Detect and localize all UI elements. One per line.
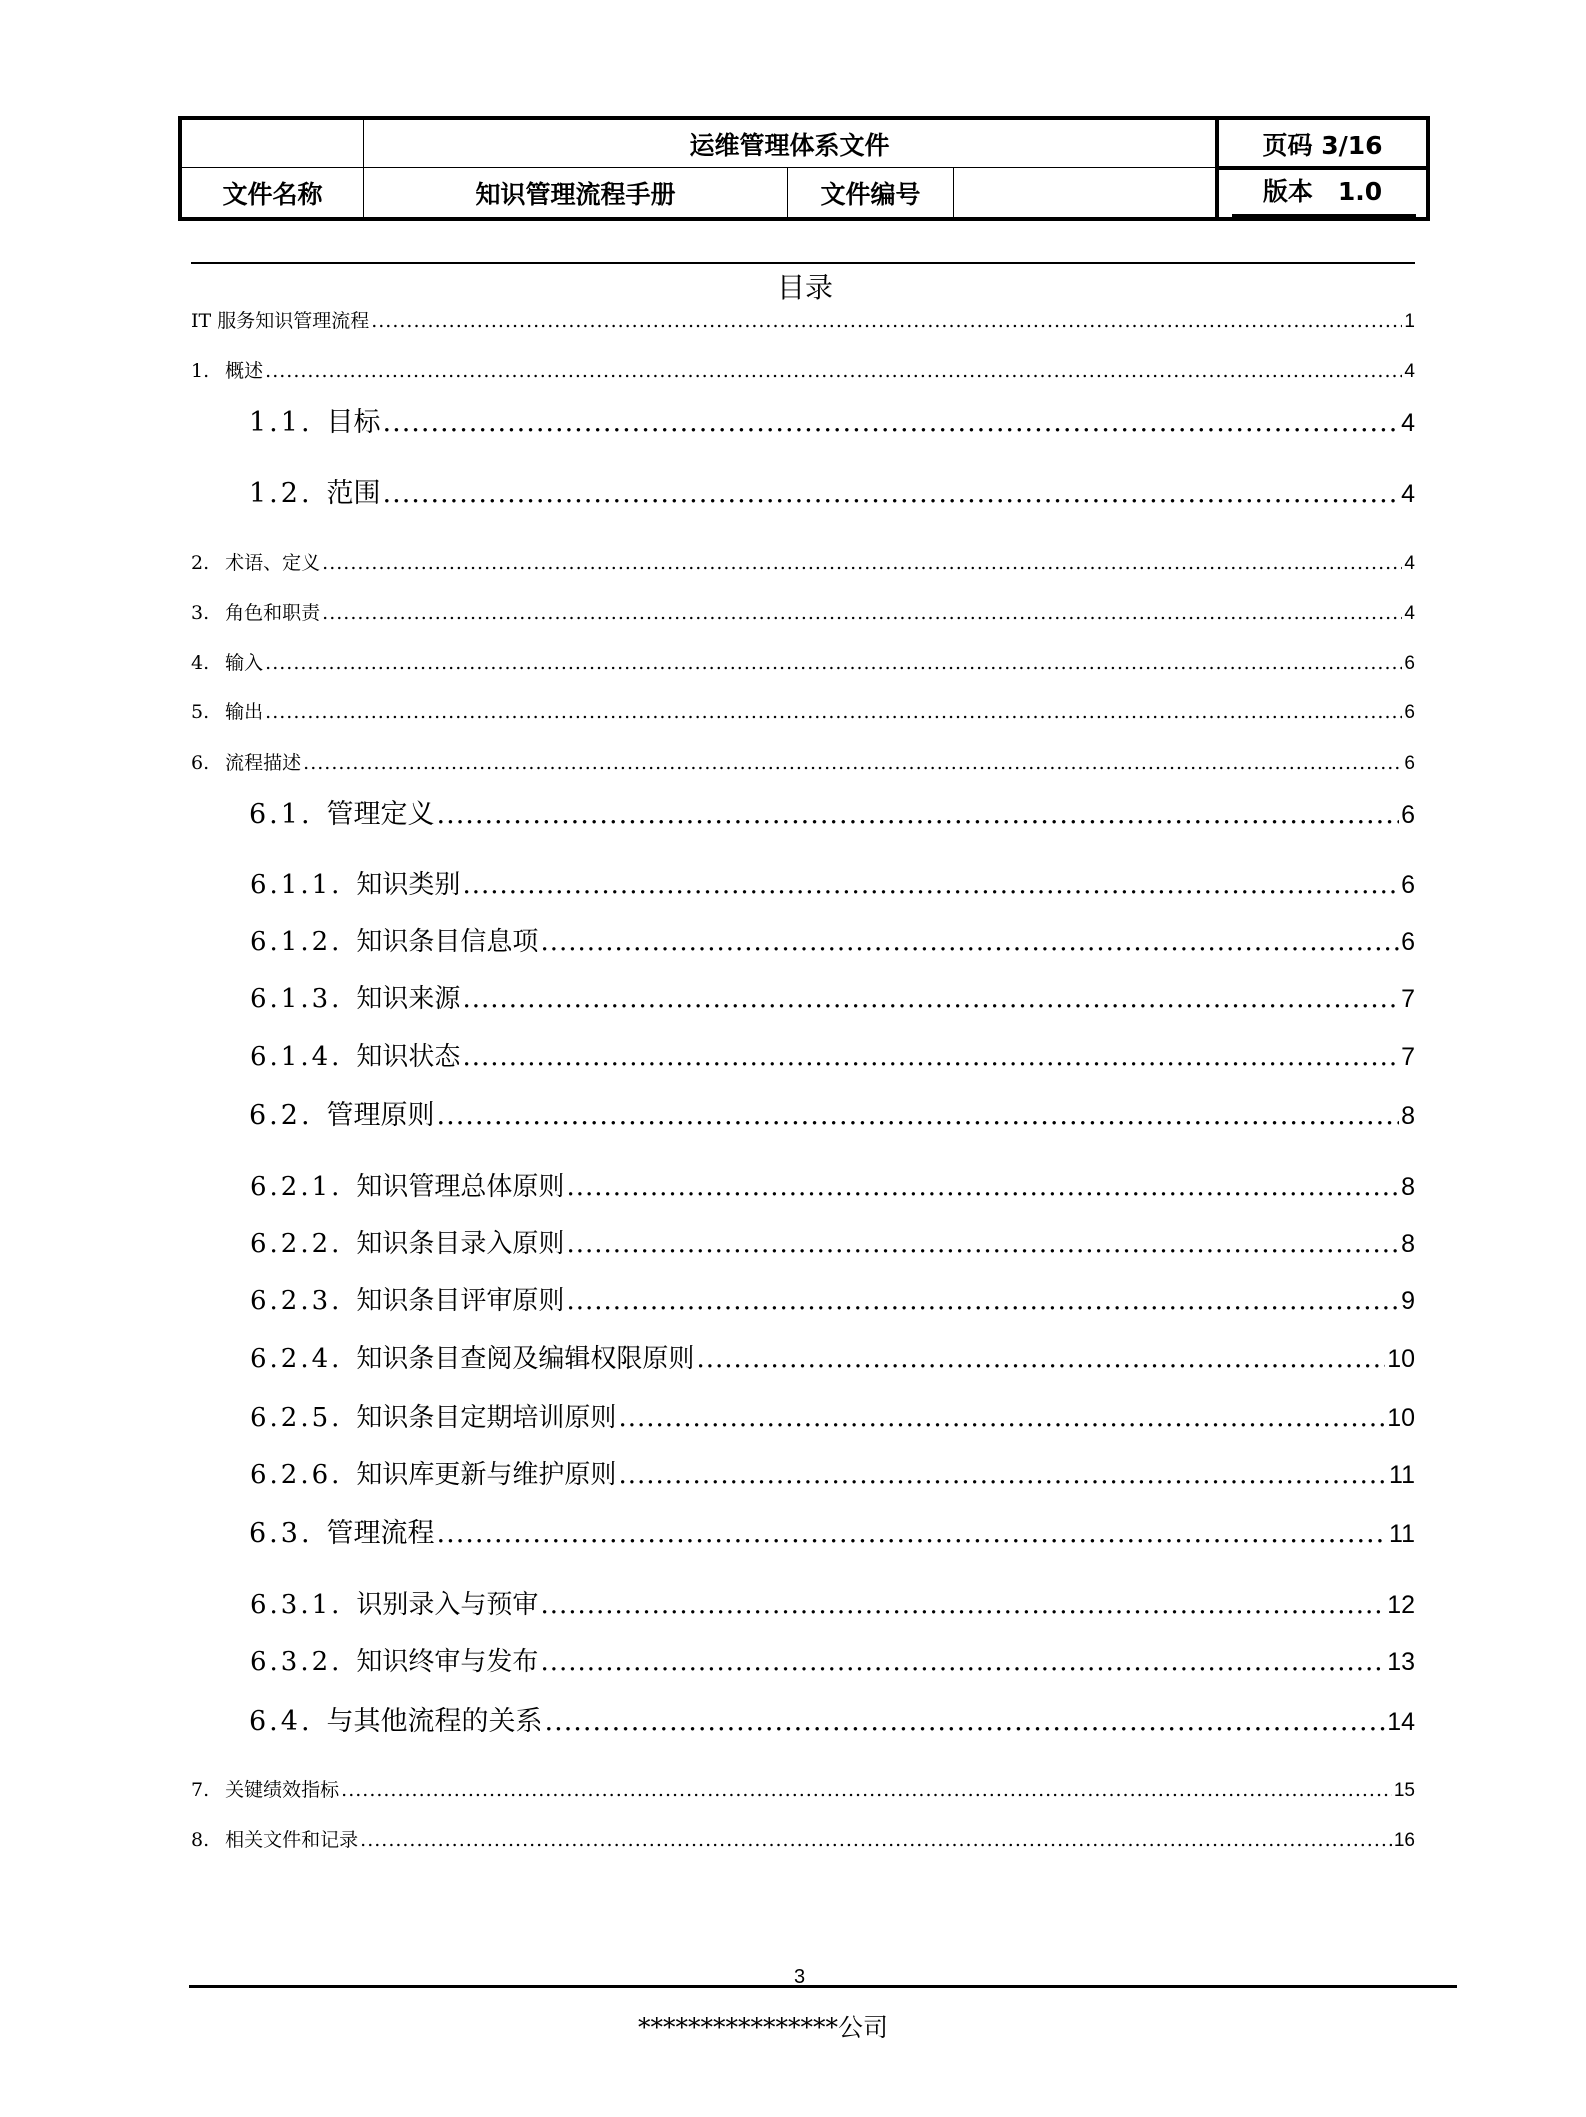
toc-entry-page: 10 xyxy=(1387,1345,1415,1373)
toc-entry-page: 4 xyxy=(1404,603,1415,624)
page-number: 3 xyxy=(794,1966,806,1988)
toc-entry-page: 12 xyxy=(1387,1591,1415,1619)
toc-entry[interactable] xyxy=(250,1280,1415,1317)
toc-entry-number: 6.3.2. xyxy=(250,1647,343,1677)
file-name-label: 文件名称 xyxy=(222,180,323,209)
toc-entry-number: 6.1.2. xyxy=(250,927,343,957)
toc-entry[interactable] xyxy=(249,471,1415,510)
toc-entry-page: 14 xyxy=(1387,1708,1415,1736)
toc-leader-dots xyxy=(540,1590,1385,1620)
toc-leader-dots xyxy=(545,1706,1386,1737)
document-header-table xyxy=(178,116,1430,221)
toc-entry-page: 8 xyxy=(1401,1102,1415,1130)
toc-leader-dots xyxy=(360,1829,1392,1851)
toc-entry-title: 知识条目查阅及编辑权限原则 xyxy=(356,1344,695,1374)
toc-leader-dots xyxy=(437,799,1400,830)
toc-entry-title: 知识条目信息项 xyxy=(356,927,539,957)
toc-entry-number: 8. xyxy=(191,1829,210,1851)
toc-entry[interactable] xyxy=(250,978,1415,1015)
toc-entry-title: 管理定义 xyxy=(326,799,435,830)
toc-leader-dots xyxy=(265,701,1402,723)
toc-leader-dots xyxy=(462,1042,1399,1072)
toc-leader-dots xyxy=(566,1286,1399,1316)
toc-entry-page: 11 xyxy=(1389,1520,1415,1548)
toc-entry[interactable] xyxy=(249,792,1415,831)
header-rule xyxy=(191,262,1415,264)
toc-entry[interactable] xyxy=(250,1584,1415,1621)
toc-entry-title: 知识类别 xyxy=(356,870,461,900)
toc-entry-page: 8 xyxy=(1401,1173,1415,1201)
toc-entry-title: 知识条目定期培训原则 xyxy=(356,1403,617,1433)
toc-entry-number: 1.2. xyxy=(249,478,313,509)
toc-entry-title: 知识终审与发布 xyxy=(356,1647,539,1677)
toc-entry-number: 2. xyxy=(191,552,210,574)
toc-entry-title: 输入 xyxy=(225,652,264,674)
toc-entry[interactable] xyxy=(250,864,1415,901)
toc-entry[interactable] xyxy=(191,748,1415,775)
toc-entry[interactable] xyxy=(250,1641,1415,1678)
toc-entry-number: 6. xyxy=(191,752,210,774)
toc-entry[interactable] xyxy=(249,1093,1415,1132)
toc-entry-title: 知识条目录入原则 xyxy=(356,1229,565,1259)
toc-entry-title: 概述 xyxy=(225,360,264,382)
toc-entry[interactable] xyxy=(250,1454,1415,1491)
toc-entry-title: 知识库更新与维护原则 xyxy=(356,1460,617,1490)
toc-entry-page: 8 xyxy=(1401,1230,1415,1258)
toc-title: 目录 xyxy=(776,271,833,304)
toc-entry[interactable] xyxy=(249,400,1415,439)
toc-entry-page: 4 xyxy=(1401,409,1415,437)
toc-entry-number: 3. xyxy=(191,602,210,624)
toc-entry[interactable] xyxy=(191,1825,1415,1852)
toc-entry-title: 流程描述 xyxy=(225,752,302,774)
toc-entry-number: 4. xyxy=(191,652,210,674)
toc-leader-dots xyxy=(618,1403,1385,1433)
toc-entry[interactable] xyxy=(249,1511,1415,1550)
toc-entry-number: 6.4. xyxy=(249,1706,313,1737)
toc-entry[interactable] xyxy=(191,306,1415,333)
toc-entry-title: 知识条目评审原则 xyxy=(356,1286,565,1316)
toc-entry-number: 6.2.6. xyxy=(250,1460,343,1490)
file-number-label: 文件编号 xyxy=(820,180,921,209)
toc-entry-title: 角色和职责 xyxy=(225,602,321,624)
toc-entry-number: 6.2.5. xyxy=(250,1403,343,1433)
toc-entry[interactable] xyxy=(250,1223,1415,1260)
toc-entry-number: 1.1. xyxy=(249,407,313,438)
toc-entry-page: 6 xyxy=(1404,753,1415,774)
toc-leader-dots xyxy=(383,407,1400,438)
toc-leader-dots xyxy=(265,360,1402,382)
toc-entry-number: 6.1.1. xyxy=(250,870,343,900)
file-name-value: 知识管理流程手册 xyxy=(475,180,676,209)
toc-leader-dots xyxy=(303,752,1402,774)
toc-entry-title: IT 服务知识管理流程 xyxy=(191,310,370,332)
toc-entry-page: 9 xyxy=(1401,1287,1415,1315)
page-indicator: 页码 3/16 xyxy=(1262,130,1383,160)
toc-entry[interactable] xyxy=(249,1699,1415,1738)
toc-entry-title: 与其他流程的关系 xyxy=(326,1706,543,1737)
toc-entry-number: 6.3. xyxy=(249,1518,313,1549)
system-title: 运维管理体系文件 xyxy=(689,130,890,160)
toc-entry-page: 7 xyxy=(1401,1043,1415,1071)
toc-entry-number: 6.2.3. xyxy=(250,1286,343,1316)
toc-entry-title: 相关文件和记录 xyxy=(225,1829,359,1851)
toc-entry-number: 7. xyxy=(191,1779,210,1801)
toc-entry[interactable] xyxy=(250,921,1415,958)
toc-leader-dots xyxy=(383,478,1400,509)
toc-entry-page: 16 xyxy=(1393,1830,1415,1851)
toc-entry-number: 6.1.3. xyxy=(250,984,343,1014)
toc-leader-dots xyxy=(437,1100,1400,1131)
toc-leader-dots xyxy=(341,1779,1392,1801)
toc-leader-dots xyxy=(566,1172,1399,1202)
toc-entry-number: 6.2.2. xyxy=(250,1229,343,1259)
toc-entry[interactable] xyxy=(250,1166,1415,1203)
toc-entry-number: 6.2.4. xyxy=(250,1344,343,1374)
toc-entry-number: 6.3.1. xyxy=(250,1590,343,1620)
file-number-value xyxy=(954,168,1215,218)
toc-leader-dots xyxy=(322,552,1402,574)
footer-rule xyxy=(189,1985,1457,1988)
toc-entry-title: 目标 xyxy=(326,407,381,438)
toc-leader-dots xyxy=(371,310,1402,332)
toc-leader-dots xyxy=(462,984,1399,1014)
toc-entry-page: 6 xyxy=(1401,871,1415,899)
toc-leader-dots xyxy=(540,927,1399,957)
toc-entry-title: 范围 xyxy=(326,478,381,509)
toc-entry-page: 15 xyxy=(1393,1780,1415,1801)
toc-entry-page: 1 xyxy=(1404,311,1415,332)
toc-entry-number: 6.2. xyxy=(249,1100,313,1131)
toc-entry-title: 知识状态 xyxy=(356,1042,461,1072)
toc-entry-title: 关键绩效指标 xyxy=(225,1779,340,1801)
toc-entry-page: 6 xyxy=(1401,801,1415,829)
toc-entry[interactable] xyxy=(191,598,1415,625)
toc-entry-page: 11 xyxy=(1389,1461,1415,1489)
toc-entry-number: 5. xyxy=(191,701,210,723)
toc-entry-title: 管理流程 xyxy=(326,1518,435,1549)
toc-entry[interactable] xyxy=(250,1397,1415,1434)
toc-entry-title: 知识来源 xyxy=(356,984,461,1014)
toc-leader-dots xyxy=(437,1518,1388,1549)
toc-entry-title: 术语、定义 xyxy=(225,552,321,574)
toc-leader-dots xyxy=(265,652,1402,674)
toc-leader-dots xyxy=(540,1647,1385,1677)
toc-entry-number: 6.1. xyxy=(249,799,313,830)
toc-entry-number: 6.2.1. xyxy=(250,1172,343,1202)
toc-entry-page: 4 xyxy=(1404,553,1415,574)
toc-entry-page: 6 xyxy=(1404,653,1415,674)
toc-entry[interactable] xyxy=(191,697,1415,724)
toc-entry[interactable] xyxy=(191,548,1415,575)
company-name: ****************公司 xyxy=(637,2013,888,2042)
toc-entry-page: 4 xyxy=(1401,480,1415,508)
toc-leader-dots xyxy=(618,1460,1387,1490)
toc-entry-page: 7 xyxy=(1401,985,1415,1013)
toc-entry-number: 6.1.4. xyxy=(250,1042,343,1072)
toc-entry-page: 6 xyxy=(1401,928,1415,956)
toc-entry-title: 识别录入与预审 xyxy=(356,1590,539,1620)
toc-entry[interactable] xyxy=(191,648,1415,675)
toc-leader-dots xyxy=(696,1344,1385,1374)
toc-entry-title: 输出 xyxy=(225,701,264,723)
toc-entry-page: 10 xyxy=(1387,1404,1415,1432)
toc-entry[interactable] xyxy=(191,1775,1415,1802)
toc-entry[interactable] xyxy=(191,356,1415,383)
toc-leader-dots xyxy=(322,602,1402,624)
toc-entry[interactable] xyxy=(250,1338,1415,1375)
row-divider xyxy=(1232,214,1416,217)
toc-leader-dots xyxy=(566,1229,1399,1259)
toc-entry-title: 管理原则 xyxy=(326,1100,435,1131)
toc-entry-page: 4 xyxy=(1404,361,1415,382)
version-label: 版本 1.0 xyxy=(1262,177,1383,206)
toc-entry-page: 6 xyxy=(1404,702,1415,723)
toc-entry[interactable] xyxy=(250,1036,1415,1073)
toc-leader-dots xyxy=(462,870,1399,900)
toc-entry-title: 知识管理总体原则 xyxy=(356,1172,565,1202)
toc-entry-page: 13 xyxy=(1387,1648,1415,1676)
toc-entry-number: 1. xyxy=(191,360,210,382)
